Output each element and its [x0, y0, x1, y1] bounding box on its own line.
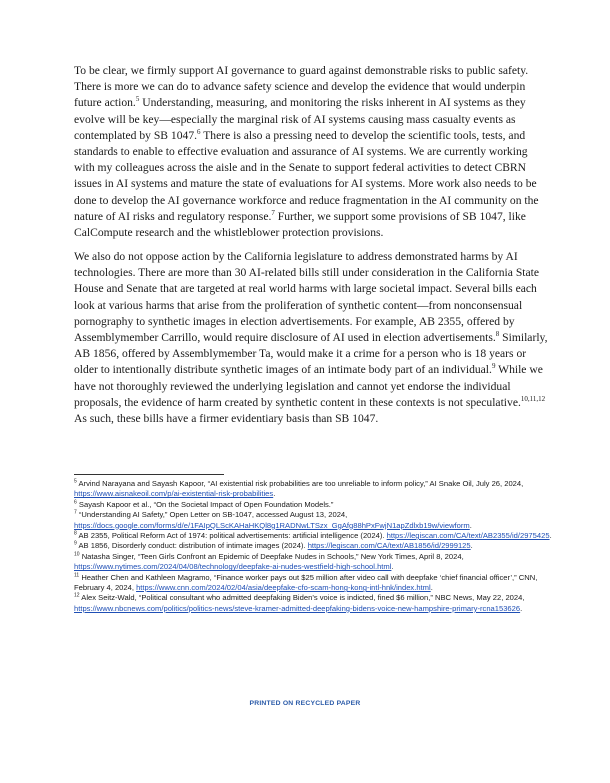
footnote-number: 9	[74, 540, 77, 547]
footnote-text: AB 2355, Political Reform Act of 1974: political advertisements: artificial intelligence (2024).	[78, 531, 387, 541]
recycled-paper-footer: PRINTED ON RECYCLED PAPER	[249, 700, 361, 707]
footnote-link[interactable]: https://legiscan.com/CA/text/AB2355/id/2975425	[386, 531, 550, 541]
footnote-item	[74, 593, 554, 614]
footnote-punctuation: .	[470, 541, 473, 551]
footnote-text: Alex Seitz-Wald, “Political consultant who admitted deepfaking Biden’s voice is indicted, fined $6 million,” NBC News, May 22, 2024,	[81, 593, 525, 603]
footnote-link[interactable]: https://www.cnn.com/2024/02/04/asia/deepfake-cfo-scam-hong-kong-intl-hnk/index.html	[136, 583, 431, 593]
footnote-number: 11	[74, 572, 80, 579]
footnote-item	[74, 500, 554, 510]
footnote-number: 12	[74, 592, 80, 599]
footnote-divider	[74, 474, 224, 475]
footnote-number: 8	[74, 530, 77, 537]
footnote-number: 6	[74, 499, 77, 506]
footnote-text: AB 1856, Disorderly conduct: distribution of intimate images (2024).	[78, 541, 308, 551]
footnote-reference: 8	[495, 330, 500, 339]
footnote-number: 10	[74, 551, 80, 558]
paragraph-text: As such, these bills have a firmer evidentiary basis than SB 1047.	[74, 412, 379, 426]
body-paragraph-2	[74, 249, 550, 427]
paragraph-text: Further, we support some provisions of SB 1047, like CalCompute research and the whistleblower protection provisions.	[74, 209, 526, 240]
footnote-link[interactable]: https://www.nbcnews.com/politics/politics-news/steve-kramer-admitted-deepfaking-bidens-voice-new-hampshire-primary-rcna153626	[74, 603, 521, 613]
paragraph-text: Similarly, AB 1856, offered by Assemblymember Ta, would make it a crime for a person who is 18 years or older to intentionally distribute synthetic images of an intimate body part of an individual.	[74, 331, 548, 377]
footnote-reference: 9	[491, 362, 496, 371]
footnote-number: 7	[74, 509, 77, 516]
footnote-item	[74, 573, 554, 594]
footnote-item	[74, 552, 554, 573]
footnote-punctuation: .	[273, 489, 276, 499]
footnote-link[interactable]: https://www.aisnakeoil.com/p/ai-existential-risk-probabilities	[74, 489, 274, 499]
paragraph-text: While we have not thoroughly reviewed the underlying legislation and cannot yet endorse the individual proposals, the evidence of harm created by synthetic content in these contexts is not speculative.	[74, 363, 543, 409]
footnote-link[interactable]: https://legiscan.com/CA/text/AB1856/id/2999125	[307, 541, 471, 551]
paragraph-text: To be clear, we firmly support AI governance to guard against demonstrable risks to public safety. There is more we can do to advance safety science and develop the evidence that would underpin future action.	[74, 64, 529, 110]
footnote-text: Arvind Narayana and Sayash Kapoor, “AI existential risk probabilities are too unreliable to inform policy,” AI Snake Oil, July 26, 2024,	[78, 479, 524, 488]
footnote-item	[74, 510, 554, 531]
footnote-item	[74, 479, 554, 500]
footnote-number: 5	[74, 478, 77, 485]
paragraph-text: There is also a pressing need to develop the scientific tools, tests, and standards to enable to effective evaluation and assurance of AI systems. We are currently working with my colleagues across the aisle and in the Senate to support federal activities to detect CBRN issues in AI systems and mature the state of evaluations for AI systems. More work also needs to be done to develop the AI governance workforce and reduce fragmentation in the AI community on the nature of AI risks and regulatory response.	[74, 128, 539, 223]
footnote-reference: 7	[271, 208, 275, 217]
paragraph-text: We also do not oppose action by the California legislature to address demonstrated harms by AI technologies. There are more than 30 AI-related bills still under consideration in the California State House and Senate that are targeted at real world harms with large societal impact. Several bills each look at various harms that arise from the proliferation of synthetic content—from nonconsensual pornography to synthetic images in election advertisements. For example, AB 2355, offered by Assemblymember Carrillo, would require disclosure of AI used in election advertisements.	[74, 250, 540, 345]
footnote-text: Sayash Kapoor et al., “On the Societal Impact of Open Foundation Models.”	[78, 499, 334, 509]
footnote-punctuation: .	[520, 603, 523, 613]
footnote-punctuation: .	[549, 531, 552, 541]
footnote-punctuation: .	[430, 583, 433, 593]
footnote-item	[74, 541, 554, 551]
paragraph-text: Understanding, measuring, and monitoring the risks inherent in AI systems as they evolve will be key—especially the marginal risk of AI systems causing mass casualty events as contemplated by SB 1047.	[74, 96, 526, 142]
footnote-punctuation: .	[469, 520, 472, 530]
footnote-link[interactable]: https://docs.google.com/forms/d/e/1FAIpQLScKAHaHKQl8g1RADNwLTSzx_GgAfg88hPxFwjN1apZdlxb19w/viewform	[74, 520, 470, 530]
footnote-link[interactable]: https://www.nytimes.com/2024/04/08/technology/deepfake-ai-nudes-westfield-high-school.html	[74, 562, 392, 572]
footnote-reference: 5	[135, 95, 140, 104]
footnote-text: Heather Chen and Kathleen Magramo, “Finance worker pays out $25 million after video call with deepfake ‘chief financial officer’,” CNN, February 4, 2024,	[74, 572, 538, 593]
footnote-punctuation: .	[391, 562, 394, 572]
footnote-text: Natasha Singer, “Teen Girls Confront an Epidemic of Deepfake Nudes in Schools,” New York Times, April 8, 2024,	[81, 551, 464, 561]
footnote-item	[74, 531, 554, 541]
footnote-reference: 6	[197, 127, 201, 136]
body-paragraph-1	[74, 63, 550, 241]
footnotes-list	[74, 479, 554, 614]
footnote-reference: 10,11,12	[520, 394, 546, 403]
footnote-text: “Understanding AI Safety,” Open Letter on SB-1047, accessed August 13, 2024,	[78, 510, 348, 520]
